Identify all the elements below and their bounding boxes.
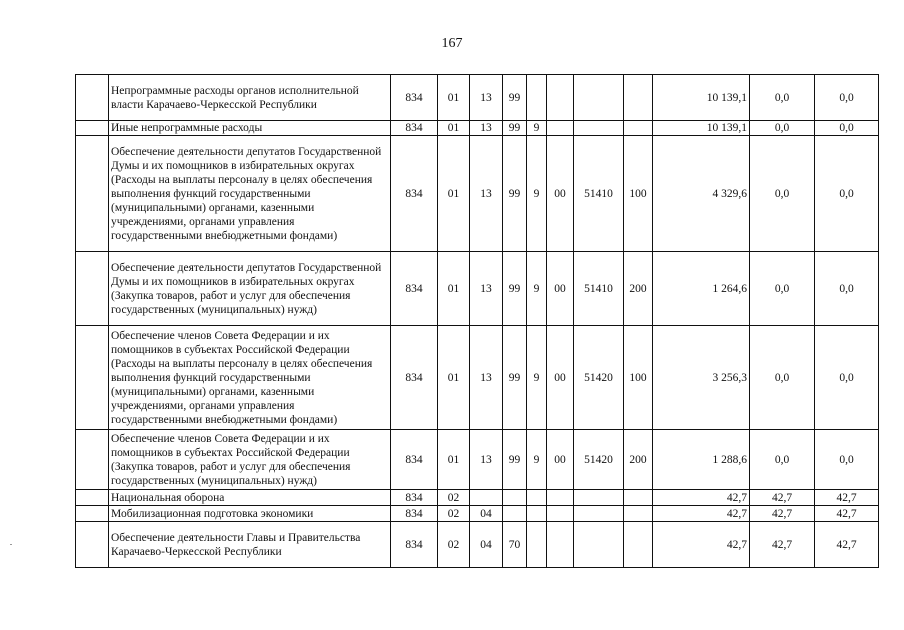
cell-p2 <box>527 490 547 506</box>
cell-rz: 02 <box>438 522 470 568</box>
cell-p1: 99 <box>503 121 527 136</box>
cell-sum3: 0,0 <box>815 326 879 430</box>
cell-sum2: 42,7 <box>750 522 815 568</box>
cell-sum1: 1 288,6 <box>653 430 750 490</box>
cell-p1: 99 <box>503 326 527 430</box>
budget-table <box>75 74 879 568</box>
cell-rz: 01 <box>438 430 470 490</box>
cell-p4 <box>574 506 624 522</box>
cell-sum2: 0,0 <box>750 136 815 252</box>
cell-rz: 01 <box>438 326 470 430</box>
cell-sum3: 42,7 <box>815 506 879 522</box>
cell-vr <box>624 75 653 121</box>
cell-name: Мобилизационная подготовка экономики <box>109 506 391 522</box>
cell-rz: 02 <box>438 506 470 522</box>
cell-index <box>76 252 109 326</box>
cell-vr <box>624 506 653 522</box>
cell-pr: 04 <box>470 506 503 522</box>
cell-sum3: 0,0 <box>815 136 879 252</box>
cell-pr: 13 <box>470 75 503 121</box>
cell-p1 <box>503 506 527 522</box>
cell-pr: 13 <box>470 121 503 136</box>
cell-p3 <box>547 522 574 568</box>
cell-pr: 13 <box>470 252 503 326</box>
cell-rz: 01 <box>438 136 470 252</box>
cell-pr: 13 <box>470 430 503 490</box>
cell-sum3: 0,0 <box>815 430 879 490</box>
table-row <box>76 75 879 121</box>
cell-pr <box>470 490 503 506</box>
cell-p1: 99 <box>503 75 527 121</box>
cell-p4: 51420 <box>574 326 624 430</box>
cell-p3: 00 <box>547 136 574 252</box>
cell-sum2: 0,0 <box>750 252 815 326</box>
cell-p4 <box>574 121 624 136</box>
cell-name: Обеспечение деятельности Главы и Правительства Карачаево-Черкесской Республики <box>109 522 391 568</box>
cell-sum1: 10 139,1 <box>653 121 750 136</box>
cell-sum2: 0,0 <box>750 75 815 121</box>
cell-p4: 51410 <box>574 252 624 326</box>
cell-pr: 13 <box>470 136 503 252</box>
cell-vr: 200 <box>624 252 653 326</box>
table-row <box>76 326 879 430</box>
cell-p2 <box>527 75 547 121</box>
cell-rz: 01 <box>438 252 470 326</box>
cell-index <box>76 490 109 506</box>
cell-index <box>76 326 109 430</box>
cell-p3 <box>547 121 574 136</box>
table-row <box>76 430 879 490</box>
cell-sum3: 0,0 <box>815 121 879 136</box>
cell-p3: 00 <box>547 430 574 490</box>
cell-p2 <box>527 522 547 568</box>
cell-sum3: 0,0 <box>815 75 879 121</box>
cell-name: Иные непрограммные расходы <box>109 121 391 136</box>
cell-sum2: 0,0 <box>750 326 815 430</box>
table-row <box>76 490 879 506</box>
cell-ved: 834 <box>391 490 438 506</box>
cell-p2: 9 <box>527 252 547 326</box>
table-row <box>76 522 879 568</box>
cell-sum2: 42,7 <box>750 490 815 506</box>
cell-vr: 200 <box>624 430 653 490</box>
cell-ved: 834 <box>391 252 438 326</box>
scan-artifact <box>10 544 12 545</box>
cell-p4: 51410 <box>574 136 624 252</box>
cell-sum2: 42,7 <box>750 506 815 522</box>
cell-p4 <box>574 490 624 506</box>
cell-index <box>76 506 109 522</box>
cell-ved: 834 <box>391 136 438 252</box>
cell-sum3: 42,7 <box>815 522 879 568</box>
cell-p2: 9 <box>527 121 547 136</box>
cell-name: Обеспечение членов Совета Федерации и их помощников в субъектах Российской Федерации (Расходы на выплаты персоналу в целях обеспечения выполнения функций государственными (муниципальными) органами, казенными учреждениями, органами управления государственными внебюджетными фондами) <box>109 326 391 430</box>
cell-p4: 51420 <box>574 430 624 490</box>
cell-pr: 13 <box>470 326 503 430</box>
cell-ved: 834 <box>391 326 438 430</box>
cell-p1: 99 <box>503 252 527 326</box>
cell-name: Непрограммные расходы органов исполнительной власти Карачаево-Черкесской Республики <box>109 75 391 121</box>
cell-p3 <box>547 490 574 506</box>
table-row <box>76 121 879 136</box>
cell-rz: 02 <box>438 490 470 506</box>
cell-ved: 834 <box>391 75 438 121</box>
cell-pr: 04 <box>470 522 503 568</box>
cell-p3: 00 <box>547 326 574 430</box>
cell-index <box>76 430 109 490</box>
cell-p1: 99 <box>503 430 527 490</box>
cell-name: Обеспечение деятельности депутатов Государственной Думы и их помощников в избирательных округах (Расходы на выплаты персоналу в целях обеспечения выполнения функций государственными (муниципальными) органами, казенными учреждениями, органами управления государственными внебюджетными фондами) <box>109 136 391 252</box>
cell-vr: 100 <box>624 326 653 430</box>
cell-index <box>76 136 109 252</box>
cell-sum3: 42,7 <box>815 490 879 506</box>
cell-p1: 99 <box>503 136 527 252</box>
cell-name: Обеспечение членов Совета Федерации и их помощников в субъектах Российской Федерации (Закупка товаров, работ и услуг для обеспечения государственных (муниципальных) нужд) <box>109 430 391 490</box>
page-number: 167 <box>441 36 463 51</box>
cell-ved: 834 <box>391 506 438 522</box>
cell-rz: 01 <box>438 121 470 136</box>
cell-p3 <box>547 75 574 121</box>
cell-vr <box>624 522 653 568</box>
cell-index <box>76 522 109 568</box>
cell-name: Национальная оборона <box>109 490 391 506</box>
cell-p2: 9 <box>527 430 547 490</box>
cell-ved: 834 <box>391 522 438 568</box>
cell-sum1: 4 329,6 <box>653 136 750 252</box>
cell-sum1: 42,7 <box>653 506 750 522</box>
cell-sum3: 0,0 <box>815 252 879 326</box>
cell-vr <box>624 490 653 506</box>
table-row <box>76 136 879 252</box>
cell-sum1: 42,7 <box>653 490 750 506</box>
cell-ved: 834 <box>391 430 438 490</box>
cell-p1: 70 <box>503 522 527 568</box>
cell-sum2: 0,0 <box>750 121 815 136</box>
cell-sum2: 0,0 <box>750 430 815 490</box>
cell-name: Обеспечение деятельности депутатов Государственной Думы и их помощников в избирательных округах (Закупка товаров, работ и услуг для обеспечения государственных (муниципальных) нужд) <box>109 252 391 326</box>
cell-ved: 834 <box>391 121 438 136</box>
cell-p4 <box>574 522 624 568</box>
cell-p4 <box>574 75 624 121</box>
cell-vr: 100 <box>624 136 653 252</box>
cell-rz: 01 <box>438 75 470 121</box>
table-row <box>76 252 879 326</box>
cell-sum1: 1 264,6 <box>653 252 750 326</box>
cell-p3: 00 <box>547 252 574 326</box>
cell-p1 <box>503 490 527 506</box>
cell-sum1: 10 139,1 <box>653 75 750 121</box>
cell-p3 <box>547 506 574 522</box>
cell-p2: 9 <box>527 136 547 252</box>
table-row <box>76 506 879 522</box>
cell-vr <box>624 121 653 136</box>
cell-index <box>76 121 109 136</box>
cell-index <box>76 75 109 121</box>
cell-p2: 9 <box>527 326 547 430</box>
cell-sum1: 3 256,3 <box>653 326 750 430</box>
cell-p2 <box>527 506 547 522</box>
cell-sum1: 42,7 <box>653 522 750 568</box>
